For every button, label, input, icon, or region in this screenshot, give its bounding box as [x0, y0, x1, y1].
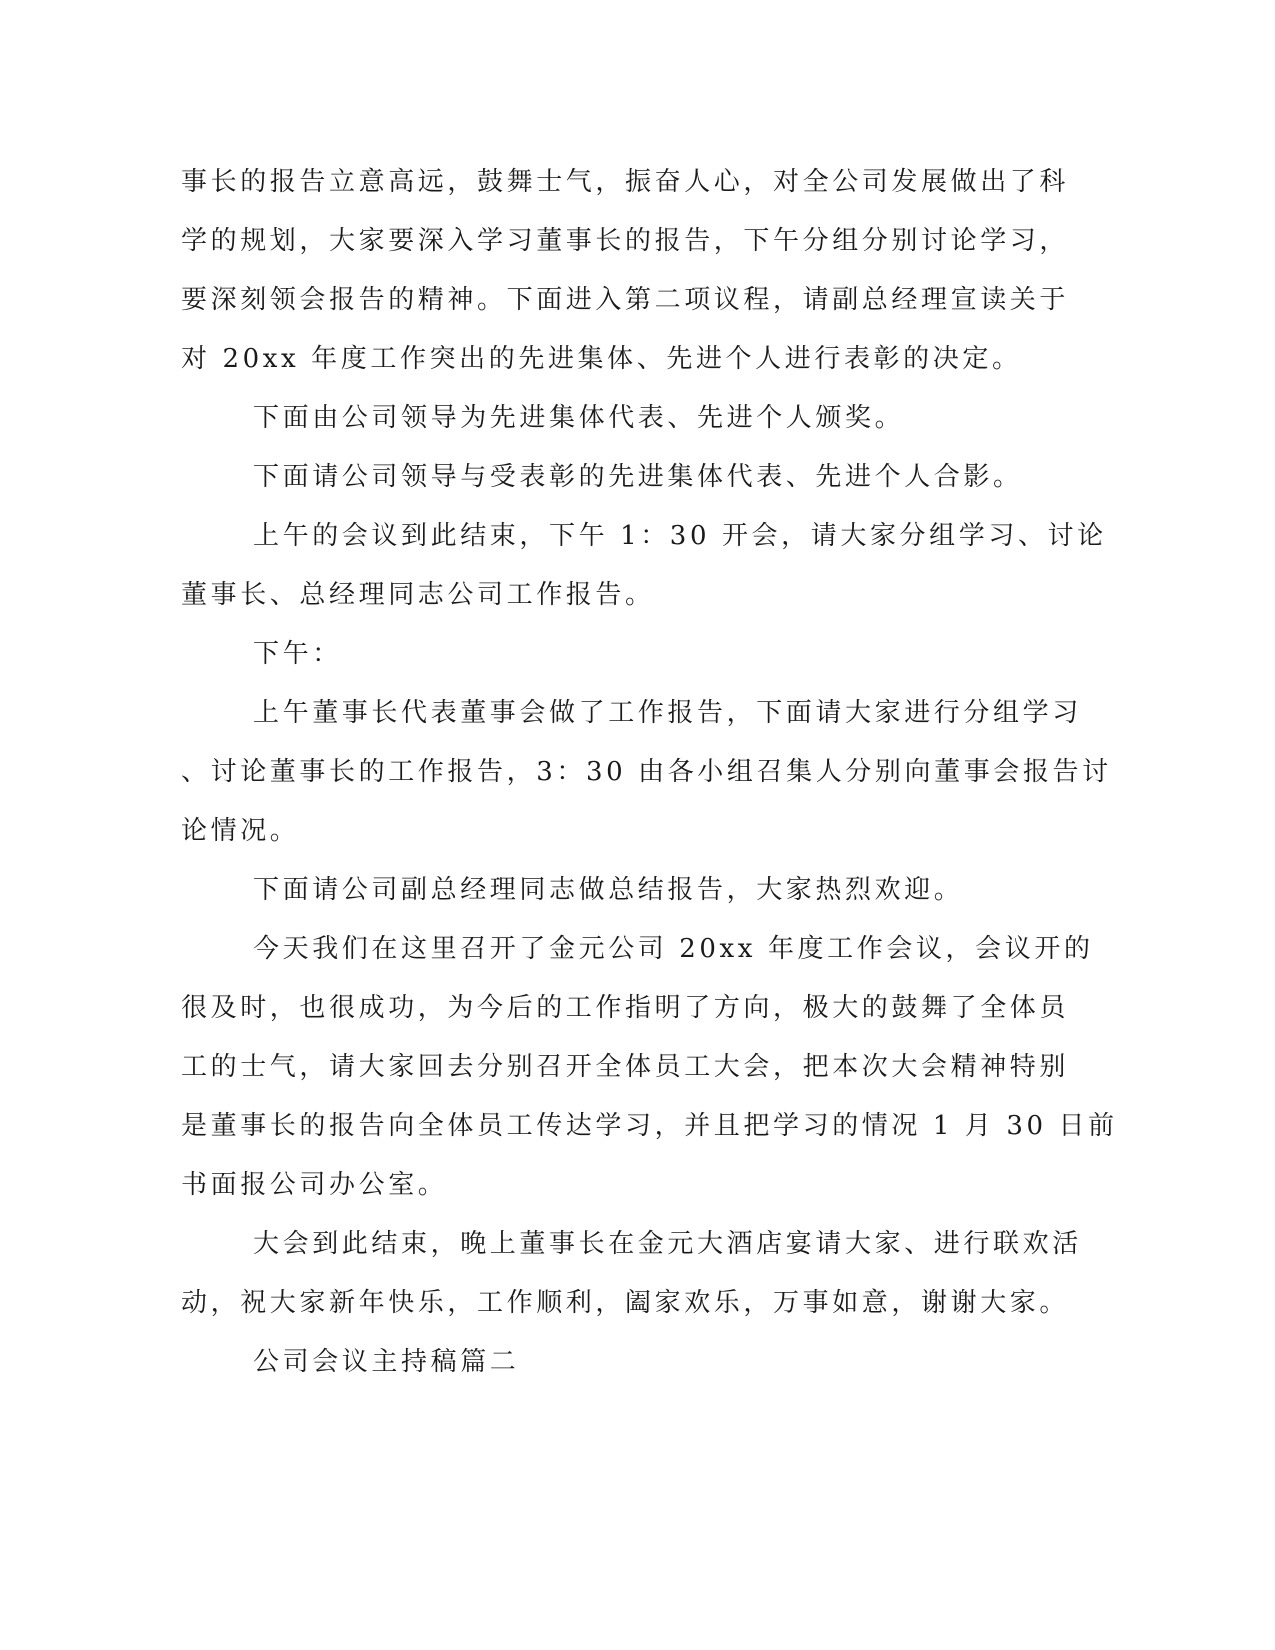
text-line: 下面由公司领导为先进集体代表、先进个人颁奖。 [253, 403, 905, 433]
text-line: 动，祝大家新年快乐，工作顺利，阖家欢乐，万事如意，谢谢大家。 [181, 1288, 1070, 1318]
text-line: 、讨论董事长的工作报告，3：30 由各小组召集人分别向董事会报告讨 [181, 757, 1112, 787]
text-line: 董事长、总经理同志公司工作报告。 [181, 580, 655, 610]
document-body [181, 153, 1118, 1392]
text-line: 公司会议主持稿篇二 [253, 1347, 520, 1377]
text-line: 书面报公司办公室。 [181, 1170, 448, 1200]
text-line: 上午的会议到此结束，下午 1：30 开会，请大家分组学习、讨论 [253, 521, 1107, 551]
text-line: 论情况。 [181, 816, 300, 846]
text-line: 事长的报告立意高远，鼓舞士气，振奋人心，对全公司发展做出了科 [181, 167, 1070, 197]
text-line: 下面请公司副总经理同志做总结报告，大家热烈欢迎。 [253, 875, 964, 905]
text-line: 下午： [253, 639, 342, 669]
text-line: 今天我们在这里召开了金元公司 20xx 年度工作会议，会议开的 [253, 934, 1094, 964]
text-line: 工的士气，请大家回去分别召开全体员工大会，把本次大会精神特别 [181, 1052, 1070, 1082]
text-line: 很及时，也很成功，为今后的工作指明了方向，极大的鼓舞了全体员 [181, 993, 1070, 1023]
text-line: 上午董事长代表董事会做了工作报告，下面请大家进行分组学习 [253, 698, 1082, 728]
text-line: 大会到此结束，晚上董事长在金元大酒店宴请大家、进行联欢活 [253, 1229, 1082, 1259]
text-line: 学的规划，大家要深入学习董事长的报告，下午分组分别讨论学习， [181, 226, 1070, 256]
text-line: 下面请公司领导与受表彰的先进集体代表、先进个人合影。 [253, 462, 1023, 492]
text-line: 要深刻领会报告的精神。下面进入第二项议程，请副总经理宣读关于 [181, 285, 1070, 315]
text-line: 是董事长的报告向全体员工传达学习，并且把学习的情况 1 月 30 日前 [181, 1111, 1118, 1141]
text-line: 对 20xx 年度工作突出的先进集体、先进个人进行表彰的决定。 [181, 344, 1022, 374]
